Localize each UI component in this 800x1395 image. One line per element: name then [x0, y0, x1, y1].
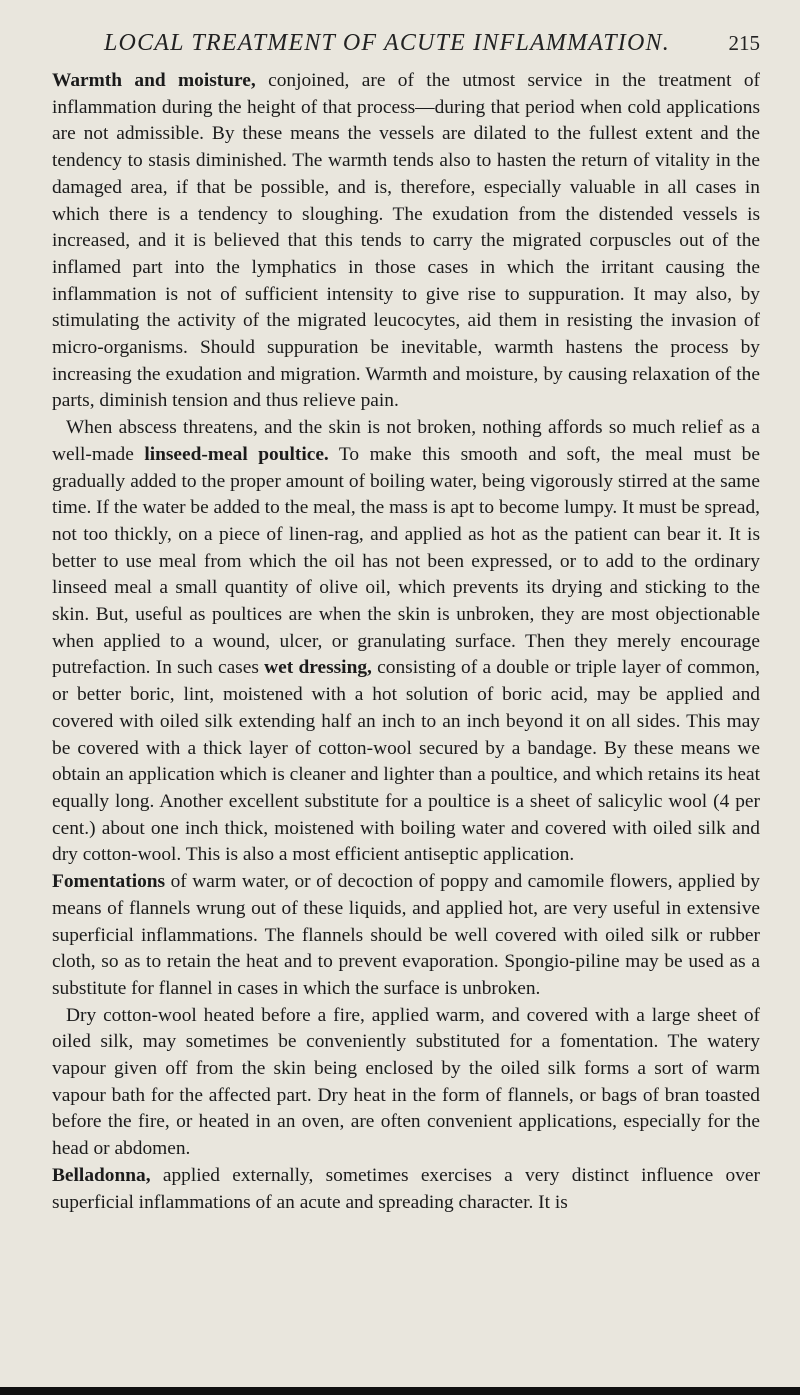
paragraph-text: consisting of a double or triple layer of common, or better boric, lint, moistened with a hot solution of boric acid, may be applied and covered with oiled silk extending half an inch to an inch beyond it on all sides. This may be covered with a thick layer of cotton-wool secured by a bandage. By these means we obtain an application which is cleaner and lighter than a poultice, and which retains its heat equally long. Another excellent substitute for a poultice is a sheet of salicylic wool (4 per cent.) about one inch thick, moistened with boiling water and covered with oiled silk and dry cotton-wool. This is also a most efficient antiseptic application.	[52, 657, 760, 866]
paragraph-text: When abscess threatens, and the skin is not broken, nothing affords so much relief as a well-made	[52, 417, 760, 465]
running-title: LOCAL TREATMENT OF ACUTE INFLAMMATION.	[104, 30, 670, 56]
term-fomentations: Fomentations	[52, 871, 166, 893]
paragraph-fomentations	[52, 869, 760, 1003]
paragraph-poultice	[52, 415, 760, 869]
body-text	[52, 68, 760, 1216]
paragraph-text: To make this smooth and soft, the meal must be gradually added to the proper amount of boiling water, being vigorously stirred at the same time. If the water be added to the meal, the mass is apt to become lumpy. It must be spread, not too thickly, on a piece of linen-rag, and applied as hot as the patient can bear it. It is better to use meal from which the oil has not been expressed, or to add to the ordinary linseed meal a small quantity of olive oil, which prevents its drying and sticking to the skin. But, useful as poultices are when the skin is unbroken, they are most objectionable when applied to a wound, ulcer, or granulating surface. Then they merely encourage putrefaction. In such cases	[52, 443, 760, 679]
term-belladonna: Belladonna,	[52, 1164, 151, 1186]
paragraph-text: conjoined, are of the utmost service in the treatment of inflammation during the height of that process—during that period when cold applications are not admissible. By these means the vessels are dilated to the fullest extent and the tendency to stasis diminished. The warmth tends also to hasten the return of vitality in the damaged area, if that be possible, and is, therefore, especially valuable in all cases in which there is a tendency to sloughing. The exudation from the distended vessels is increased, and it is believed that this tends to carry the migrated corpuscles out of the inflamed part into the lymphatics in those cases in which the irritant causing the inflammation is not of sufficient intensity to give rise to suppuration. It may also, by stimulating the activity of the migrated leucocytes, aid them in resisting the invasion of micro-organisms. Should suppuration be inevitable, warmth hastens the process by increasing the exudation and migration. Warmth and moisture, by causing relaxation of the parts, diminish tension and thus relieve pain.	[52, 70, 760, 412]
term-warmth-moisture: Warmth and moisture,	[52, 70, 256, 91]
paragraph-warmth	[52, 68, 760, 415]
running-header	[104, 30, 760, 57]
paragraph-dry-heat	[52, 1003, 760, 1163]
paragraph-text: applied externally, sometimes exercises a very distinct influence over superficial inflammations of an acute and spreading character. It is	[52, 1164, 760, 1213]
term-wet-dressing: wet dressing,	[264, 657, 372, 679]
term-linseed-poultice: linseed-meal poultice.	[144, 443, 329, 465]
paragraph-text: of warm water, or of decoction of poppy and camomile flowers, applied by means of flannels wrung out of these liquids, and applied hot, are very useful in extensive superficial inflammations. The flannels should be well covered with oiled silk or rubber cloth, so as to retain the heat and to prevent evaporation. Spongio-piline may be used as a substitute for flannel in cases in which the surface is unbroken.	[52, 871, 760, 999]
paragraph-text: Dry cotton-wool heated before a fire, applied warm, and covered with a large sheet of oiled silk, may sometimes be conveniently substituted for a fomentation. The watery vapour given off from the skin being enclosed by the oiled silk forms a sort of warm vapour bath for the affected part. Dry heat in the form of flannels, or bags of bran toasted before the fire, or heated in an oven, are often convenient applications, especially for the head or abdomen.	[52, 1004, 760, 1160]
page-number: 215	[728, 31, 760, 55]
bottom-edge	[0, 1387, 800, 1395]
paragraph-belladonna	[52, 1163, 760, 1216]
